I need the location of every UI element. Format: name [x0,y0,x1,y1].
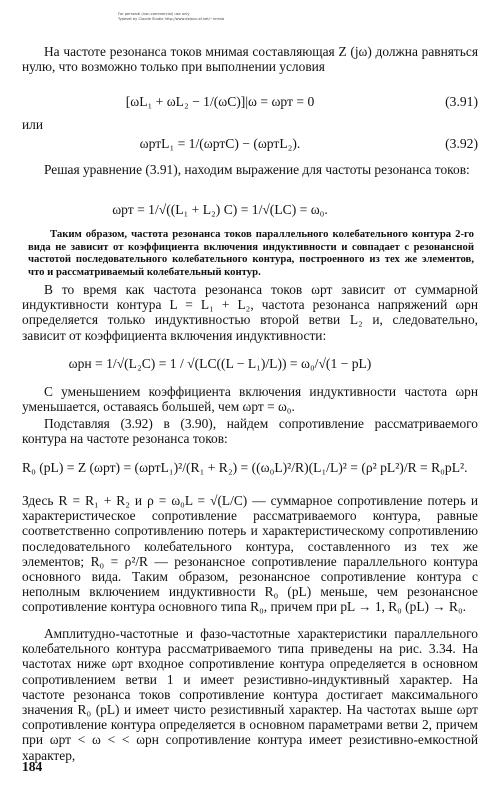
stamp-line-2: Typeset by Claude Studio http://www.dejavu-sf.net/~nrmsb [118,16,225,21]
equation-3-92 [22,132,478,156]
equation-body: [ωL₁ + ωL₂ − 1/(ωC)]|ω = ωрт = 0 [125,94,315,109]
paragraph-resonance-condition: На частоте резонанса токов мнимая составляющая Z (jω) должна равняться нулю, что возможно только при выполнении условия [22,44,478,75]
equation-number: (3.92) [445,136,478,151]
paragraph-solving: Решая уравнение (3.91), находим выражение для частоты резонанса токов: [44,162,470,177]
equation-body: ωртL₁ = 1/(ωртC) − (ωртL₂). [139,136,301,151]
paragraph-definitions: Здесь R = R₁ + R₂ и ρ = ω₀L = √(L/C) — суммарное сопротивление потерь и характеристическое сопротивление рассматриваемого контура, равные соответственно сопротивлению потерь и характеристическому сопротивлению последовательного колебательного контура, составленного из тех же элементов; R₀ = ρ²/R — резонансное сопротивление параллельного контура основного вида. Таким образом, резонансное сопротивление контура с неполным включением индуктивности R₀ (pL) меньше, чем резонансное сопротивление контура основного типа R₀, причем при pL → 1, R₀ (pL) → R₀. [22,493,478,615]
equation-body: R₀ (pL) = Z (ωрт) = (ωртL₁)²/(R₁ + R₂) = ((ω₀L)²/R)(L₁/L)² = (ρ² pL²)/R = R₀pL². [22,460,468,475]
paragraph-decrease: С уменьшением коэффициента включения индуктивности частота ωрн уменьшается, оставаясь большей, чем ωрт = ω₀. [22,384,478,415]
equation-body: ωрн = 1/√(L₂C) = 1 / √(LC((L − L₁)/L)) = ω₀/√(1 − pL) [68,356,372,371]
page-number: 184 [22,759,43,774]
equation-current-resonance [22,198,478,222]
word-or: или [22,117,44,132]
paragraph-conclusion: Таким образом, частота резонанса токов параллельного колебательного контура 2-го вида не зависит от коэффициента включения индуктивности и совпадает с резонансной частотой последовательного колебательного контура, построенного из тех же элементов, что и рассматриваемый колебательный контур. [28,228,474,278]
equation-3-91 [22,90,478,114]
equation-voltage-resonance [22,352,478,376]
equation-resonant-resistance [22,456,478,480]
paragraph-voltage-resonance: В то время как частота резонанса токов ωрт зависит от суммарной индуктивности контура L = L₁ + L₂, частота резонанса напряжений ωрн определяется только индуктивностью второй ветви L₂ и, следовательно, зависит от коэффициента включения индуктивности: [22,282,478,343]
paragraph-characteristics: Амплитудно-частотные и фазо-частотные характеристики параллельного колебательного контура рассматриваемого типа приведены на рис. 3.34. На частотах ниже ωрт входное сопротивление контура определяется в основном сопротивлением ветви 1 и имеет резистивно-индуктивный характер. На частоте резонанса токов сопротивление контура достигает максимального значения R₀ (pL) и имеет чисто резистивный характер. На частотах выше ωрт сопротивление контура определяется в основном параметрами ветви 2, причем при ωрт < ω < < ωрн сопротивление контура имеет резистивно-емкостной характер, [22,626,478,763]
equation-body: ωрт = 1/√((L₁ + L₂) C) = 1/√(LC) = ω₀. [112,202,328,217]
paragraph-substitution: Подставляя (3.92) в (3.90), найдем сопротивление рассматриваемого контура на частоте резонанса токов: [22,416,478,447]
header-stamp [118,12,288,21]
equation-number: (3.91) [445,94,478,109]
stamp-line-1: For personal (non-commercial) use only [118,12,190,16]
